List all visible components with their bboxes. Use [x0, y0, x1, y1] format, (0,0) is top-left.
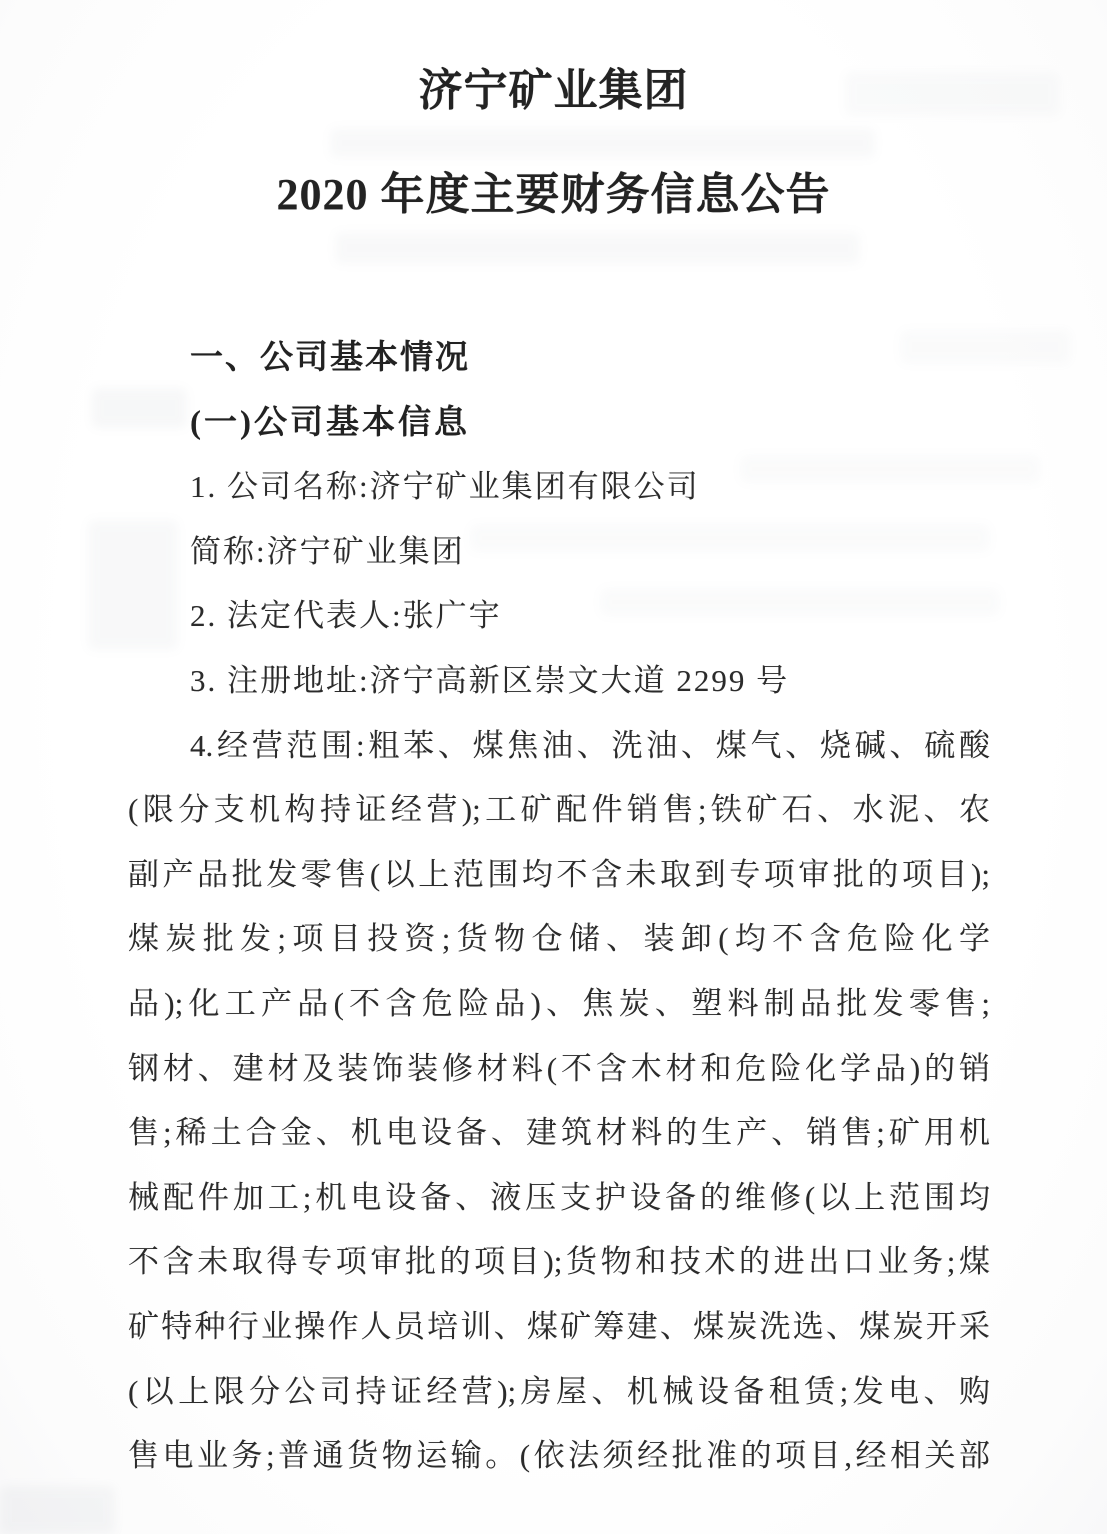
text-line: 4.经营范围:粗苯、煤焦油、洗油、煤气、烧碱、硫酸: [190, 727, 990, 763]
text-line: (以上限分公司持证经营);房屋、机械设备租赁;发电、购: [128, 1373, 990, 1409]
text-line: 售电业务;普通货物运输。(依法须经批准的项目,经相关部: [128, 1438, 990, 1474]
text-line: 煤炭批发;项目投资;货物仓储、装卸(均不含危险化学: [128, 921, 990, 957]
text-line: 3. 注册地址:济宁高新区崇文大道 2299 号: [190, 662, 790, 698]
text-line: 一、公司基本情况: [190, 340, 470, 376]
document-body: [128, 326, 990, 1489]
text-line: 矿特种行业操作人员培训、煤矿筹建、煤炭洗选、煤炭开采: [128, 1308, 990, 1344]
document-subtitle: 2020 年度主要财务信息公告: [276, 170, 831, 219]
scan-artifact: [0, 1486, 115, 1534]
text-line: 副产品批发零售(以上范围均不含未取到专项审批的项目);: [128, 856, 990, 892]
text-line: (限分支机构持证经营);工矿配件销售;铁矿石、水泥、农: [128, 792, 990, 828]
text-line: 钢材、建材及装饰装修材料(不含木材和危险化学品)的销: [128, 1050, 990, 1086]
text-line: 简称:济宁矿业集团: [190, 533, 465, 569]
text-line: 不含未取得专项审批的项目);货物和技术的进出口业务;煤: [128, 1244, 990, 1280]
text-line: 1. 公司名称:济宁矿业集团有限公司: [190, 469, 700, 505]
scan-artifact: [330, 128, 875, 158]
scan-artifact: [335, 232, 860, 264]
text-line: 械配件加工;机电设备、液压支护设备的维修(以上范围均: [128, 1179, 990, 1215]
document-title: 济宁矿业集团: [418, 66, 689, 115]
text-line: (一)公司基本信息: [190, 404, 470, 441]
text-line: 2. 法定代表人:张广宇: [190, 598, 502, 634]
text-line: 售;稀土合金、机电设备、建筑材料的生产、销售;矿用机: [128, 1115, 990, 1151]
text-line: 品);化工产品(不含危险品)、焦炭、塑料制品批发零售;: [128, 985, 990, 1021]
